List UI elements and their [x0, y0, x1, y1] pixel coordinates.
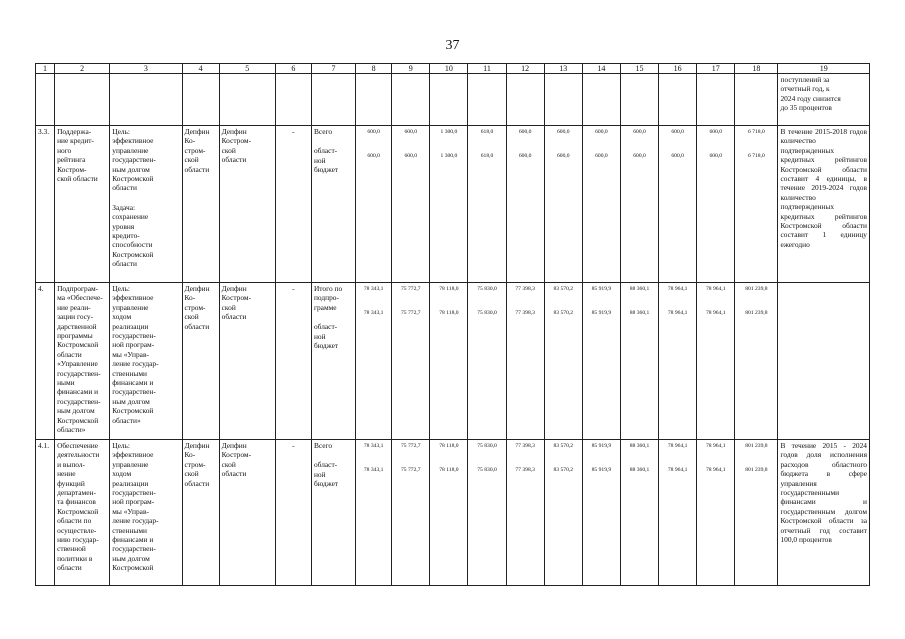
row-number: 4.1.: [38, 441, 50, 450]
value-total: 78 343,1: [363, 443, 384, 449]
co-executor: Депфин Костром- ской области: [221, 441, 252, 479]
header-cell-8: 8: [356, 64, 392, 74]
value-total: 78 964,1: [705, 443, 726, 449]
value-total: 78 964,1: [667, 286, 688, 292]
value-budget: 77 398,3: [515, 310, 535, 316]
row-number: 4.: [38, 284, 44, 293]
value-total: 600,0: [367, 129, 380, 135]
header-cell-2: 2: [55, 64, 110, 74]
header-cell-19: 19: [778, 64, 870, 74]
value-budget: 78 964,1: [667, 467, 688, 473]
header-cell-5: 5: [219, 64, 275, 74]
value-budget: 83 570,2: [553, 310, 574, 316]
header-cell-15: 15: [620, 64, 658, 74]
measure-name: Обеспечение деятельности и выпол- нение функций департамен- та финансов Костромской области по осуществле- нию государ- ственной политики в области: [57, 441, 100, 573]
value-budget: 78 118,0: [439, 310, 459, 316]
header-cell-7: 7: [311, 64, 355, 74]
measure-name: Подпрограм- ма «Обеспече- ние реали- зации госу- дарственной программы Костромской области «Управление государствен- ными финансами и государствен- ным долгом Костромской области»: [57, 284, 103, 435]
value-total: 1 300,0: [440, 129, 458, 135]
funding-source-total: Всего: [313, 127, 333, 136]
value-budget: 6 718,0: [748, 153, 765, 159]
header-cell-17: 17: [697, 64, 735, 74]
value-budget: 600,0: [404, 153, 418, 159]
value-total: 75 772,7: [400, 443, 421, 449]
value-budget: 600,0: [595, 153, 608, 159]
header-cell-6: 6: [275, 64, 311, 74]
value-budget: 600,0: [367, 153, 380, 159]
header-cell-9: 9: [392, 64, 430, 74]
value-budget: 78 343,1: [363, 467, 384, 473]
value-total: 77 398,3: [515, 443, 535, 449]
value-budget: 75 772,7: [400, 467, 421, 473]
header-cell-11: 11: [468, 64, 506, 74]
value-total: 600,0: [518, 129, 532, 135]
measure-name: Поддержа- ние кредит- ного рейтинга Костром- ской области: [57, 127, 98, 184]
co-executor: Депфин Костром- ской области: [221, 284, 252, 322]
value-budget: 78 343,1: [363, 310, 384, 316]
value-total: 75 830,0: [477, 443, 497, 449]
value-total: 75 772,7: [400, 286, 421, 292]
funding-source-total: Всего: [313, 441, 333, 450]
value-budget: 618,0: [480, 153, 494, 159]
header-cell-16: 16: [659, 64, 697, 74]
executor: Депфин Ко- стром- ской области: [184, 284, 210, 331]
goal-text: Цель: эффективное управление ходом реализации государствен- ной програм- мы «Управ- ление государ- ственными финансами и государствен- ным долгом Костромской области»: [112, 284, 159, 425]
value-budget: 600,0: [709, 153, 723, 159]
value-budget: 78 964,1: [667, 310, 688, 316]
value-total: 801 239,8: [745, 443, 768, 449]
program-table: [35, 63, 870, 586]
result-text: В течение 2015-2018 годов количество подтвержденных кредитных рейтингов Костромской области составит 4 единицы, в течение 2019-2024 годов количество подтвержденных кредитных рейтингов Костромской области составит 1 единицу ежегодно: [780, 127, 867, 249]
task-text: Задача: сохранение уровня кредито- способности Костромской области: [112, 202, 154, 269]
continuation-row: [36, 74, 870, 126]
value-budget: 85 919,9: [591, 467, 612, 473]
value-budget: 801 239,8: [745, 310, 768, 316]
header-cell-1: 1: [36, 64, 55, 74]
header-cell-14: 14: [582, 64, 620, 74]
value-budget: 600,0: [633, 153, 646, 159]
col6-value: -: [292, 441, 295, 450]
funding-source-total: Итого по подпро- грамме: [313, 284, 343, 312]
funding-source-budget: област- ной бюджет: [313, 460, 339, 489]
value-budget: 600,0: [671, 153, 684, 159]
header-cell-13: 13: [544, 64, 582, 74]
value-total: 75 830,0: [477, 286, 497, 292]
value-total: 600,0: [671, 129, 684, 135]
value-total: 600,0: [709, 129, 723, 135]
header-cell-3: 3: [110, 64, 182, 74]
value-total: 600,0: [633, 129, 646, 135]
executor: Депфин Ко- стром- ской области: [184, 441, 210, 488]
header-row: [36, 64, 870, 74]
col6-value: -: [292, 284, 295, 293]
value-budget: 78 964,1: [705, 467, 726, 473]
row-number: 3.3.: [38, 127, 50, 136]
funding-source-budget: област- ной бюджет: [313, 146, 339, 175]
value-budget: 88 360,1: [629, 467, 650, 473]
value-total: 78 118,0: [439, 286, 459, 292]
header-cell-18: 18: [735, 64, 778, 74]
value-total: 600,0: [404, 129, 418, 135]
value-total: 78 964,1: [667, 443, 688, 449]
value-budget: 600,0: [556, 153, 570, 159]
value-budget: 88 360,1: [629, 310, 650, 316]
value-budget: 1 300,0: [440, 153, 458, 159]
header-cell-10: 10: [430, 64, 468, 74]
header-cell-4: 4: [182, 64, 219, 74]
value-budget: 78 964,1: [705, 310, 726, 316]
executor: Депфин Ко- стром- ской области: [184, 127, 210, 174]
goal-text: Цель: эффективное управление ходом реализации государствен- ной програм- мы «Управ- ление государ- ственными финансами и государствен- ным долгом Костромской: [112, 441, 159, 573]
value-budget: 75 830,0: [477, 310, 497, 316]
value-budget: 75 830,0: [477, 467, 497, 473]
value-total: 88 360,1: [629, 286, 650, 292]
value-budget: 78 118,0: [439, 467, 459, 473]
value-total: 83 570,2: [553, 443, 574, 449]
header-cell-12: 12: [506, 64, 544, 74]
col6-value: -: [292, 127, 295, 136]
page-number: 37: [445, 38, 460, 53]
value-total: 85 919,9: [591, 286, 612, 292]
value-total: 78 118,0: [439, 443, 459, 449]
value-total: 78 964,1: [705, 286, 726, 292]
table-row: [36, 126, 870, 283]
funding-source-budget: област- ной бюджет: [313, 322, 339, 351]
value-budget: 600,0: [518, 153, 532, 159]
value-total: 77 398,3: [515, 286, 535, 292]
value-total: 88 360,1: [629, 443, 650, 449]
value-total: 78 343,1: [363, 286, 384, 292]
continuation-text: поступлений за отчетный год, к 2024 году снизится до 35 процентов: [778, 74, 870, 126]
value-total: 618,0: [480, 129, 494, 135]
value-budget: 75 772,7: [400, 310, 421, 316]
result-text: В течение 2015 - 2024 годов доля исполнения расходов областного бюджета в сфере управления государственными финансами и государственным долгом Костромской области за отчетный год составит 100,0 процентов: [780, 441, 867, 545]
co-executor: Депфин Костром- ской области: [221, 127, 252, 165]
value-total: 83 570,2: [553, 286, 574, 292]
value-total: 85 919,9: [591, 443, 612, 449]
value-budget: 801 239,8: [745, 467, 768, 473]
table-row: [36, 283, 870, 440]
value-budget: 83 570,2: [553, 467, 574, 473]
value-total: 6 718,0: [748, 129, 765, 135]
value-budget: 77 398,3: [515, 467, 535, 473]
value-total: 600,0: [595, 129, 608, 135]
table-row: [36, 440, 870, 586]
value-budget: 85 919,9: [591, 310, 612, 316]
value-total: 801 239,8: [745, 286, 768, 292]
value-total: 600,0: [556, 129, 570, 135]
goal-text: Цель: эффективное управление государствен- ным долгом Костромской области: [112, 127, 156, 193]
